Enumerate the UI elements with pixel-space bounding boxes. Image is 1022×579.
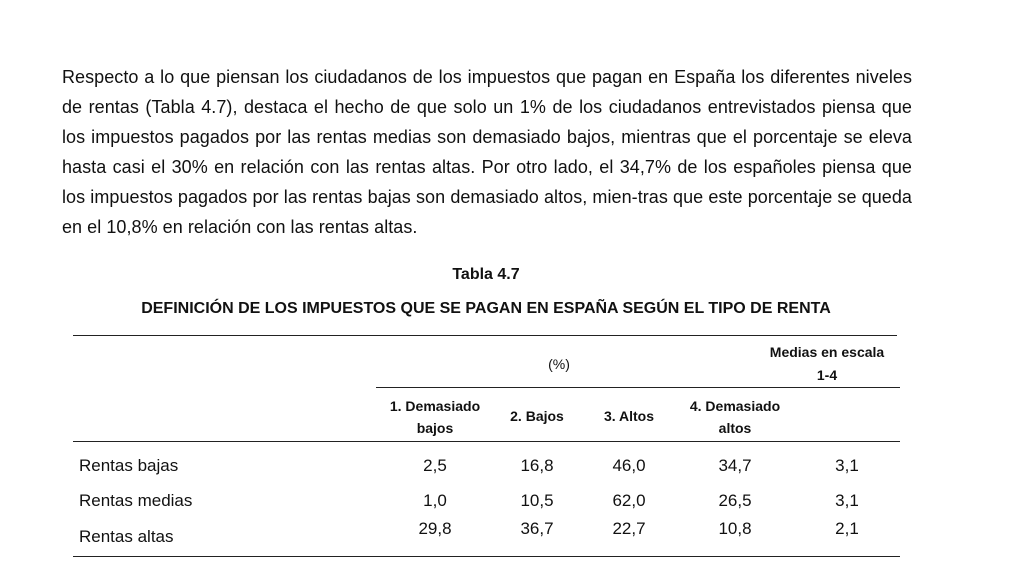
table-top-rule [73,335,897,336]
column-header-bajos: 2. Bajos [510,408,564,424]
table-cell: 2,1 [835,519,859,538]
table-cell: 29,8 [418,519,452,538]
table-cell: 36,7 [520,519,554,538]
table-cell: 3,1 [835,456,859,475]
table-cell: 16,8 [520,456,554,475]
table-cell: 3,1 [835,491,859,510]
table-cell: 62,0 [612,491,646,510]
table-bottom-rule [73,556,900,557]
group-header-rule [376,387,900,388]
table-cell: 10,8 [718,519,752,538]
group-header-percent: (%) [548,356,570,372]
group-header-mean-line2: 1-4 [816,367,838,383]
table-number: Tabla 4.7 [452,266,520,283]
table-cell: 10,5 [520,491,554,510]
table-cell: 46,0 [612,456,646,475]
table-cell: 22,7 [612,519,646,538]
table-cell: 34,7 [718,456,752,475]
table-cell: 1,0 [423,491,447,510]
row-label-rentas-medias: Rentas medias [79,491,193,510]
table-title: DEFINICIÓN DE LOS IMPUESTOS QUE SE PAGAN EN ESPAÑA SEGÚN EL TIPO DE RENTA [141,300,831,317]
body-paragraph: Respecto a lo que piensan los ciudadanos de los impuestos que pagan en España los diferentes niveles de rentas (Tabla 4.7), destaca el hecho de que solo un 1% de los ciudadanos entrevistados piensa que los impuestos pagados por las rentas medias son demasiado bajos, mientras que el porcentaje se eleva hasta casi el 30% en relación con las rentas altas. Por otro lado, el 34,7% de los españoles piensa que los impuestos pagados por las rentas bajas son demasiado altos, mien-tras que este porcentaje se queda en el 10,8% en relación con las rentas altas. [62,67,912,237]
column-header-demasiado-altos-line1: 4. Demasiado [689,398,781,414]
column-header-demasiado-bajos-line2: bajos [416,420,454,436]
row-label-rentas-altas: Rentas altas [79,527,174,546]
column-header-rule [73,441,900,442]
column-header-altos: 3. Altos [603,408,655,424]
group-header-mean-line1: Medias en escala [769,344,885,360]
row-label-rentas-bajas: Rentas bajas [79,456,179,475]
table-cell: 26,5 [718,491,752,510]
table-cell: 2,5 [423,456,447,475]
column-header-demasiado-altos-line2: altos [718,420,752,436]
column-header-demasiado-bajos-line1: 1. Demasiado [389,398,481,414]
